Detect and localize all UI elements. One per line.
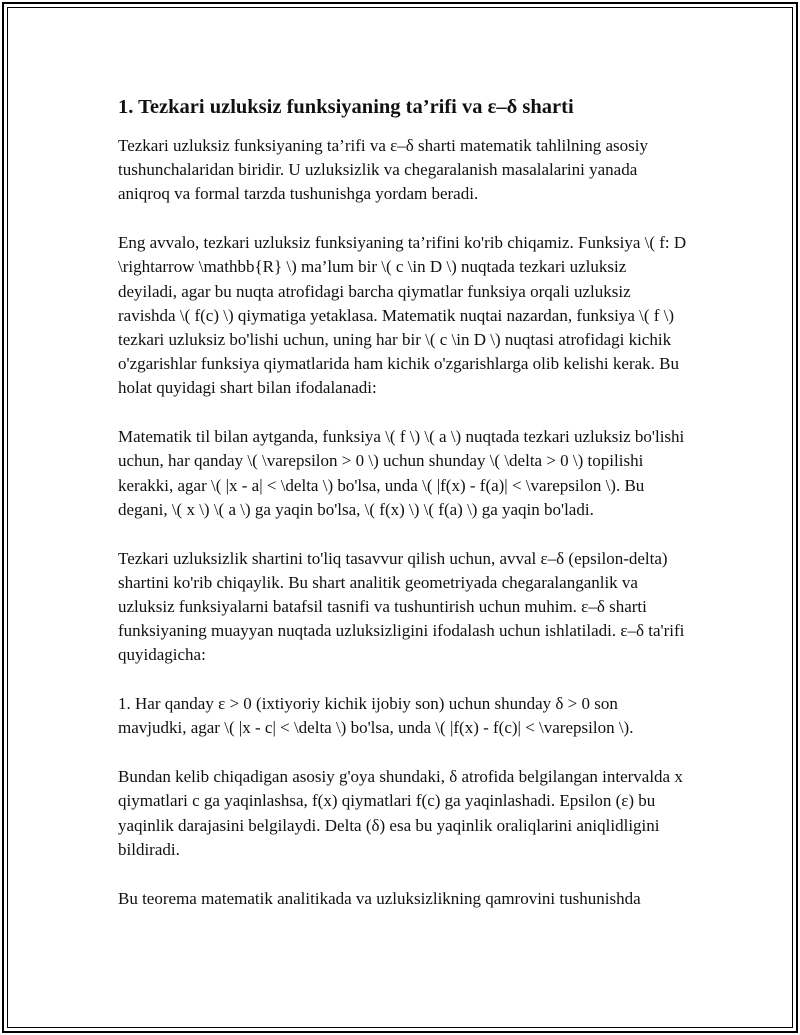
paragraph-epsilon-delta: Tezkari uzluksizlik shartini to'liq tasavvur qilish uchun, avval ε–δ (epsilon-delta) shartini ko'rib chiqaylik. Bu shart analitik geometriyada chegaralanganlik va uzluksiz funksiyalarni batafsil tasnifi va tushuntirish uchun muhim. ε–δ sharti funksiyaning muayyan nuqtada uzluksizligini ifodalash uchun ishlatiladi. ε–δ ta'rifi quyidagicha: [118,548,685,665]
paragraph-intro: Tezkari uzluksiz funksiyaning ta’rifi va ε–δ sharti matematik tahlilning asosiy tushunchalaridan biridir. U uzluksizlik va chegaralanish masalalarini yanada aniqroq va formal tarzda tushunishga yordam beradi. [118,136,648,204]
paragraph-theorem: Bu teorema matematik analitikada va uzluksizlikning qamrovini tushunishda [118,888,641,908]
section-heading: 1. Tezkari uzluksiz funksiyaning ta’rifi va ε–δ sharti [118,96,574,118]
paragraph-math-statement: Matematik til bilan aytganda, funksiya \( f \) \( a \) nuqtada tezkari uzluksiz bo'lishi uchun, har qanday \( \varepsilon > 0 \) uchun shunday \( \delta > 0 \) topilishi kerakki, agar \( |x - a| < \delta \) bo'lsa, unda \( |f(x) - f(a)| < \varepsilon \). Bu degani, \( x \) \( a \) ga yaqin bo'lsa, \( f(x) \) \( f(a) \) ga yaqin bo'ladi. [118,427,685,519]
paragraph-condition-1: 1. Har qanday ε > 0 (ixtiyoriy kichik ijobiy son) uchun shunday δ > 0 son mavjudki, agar \( |x - c| < \delta \) bo'lsa, unda \( |f(x) - f(c)| < \varepsilon \). [118,694,634,738]
paragraph-main-idea: Bundan kelib chiqadigan asosiy g'oya shundaki, δ atrofida belgilangan intervalda x qiymatlari c ga yaqinlashsa, f(x) qiymatlari f(c) ga yaqinlashadi. Epsilon (ε) bu yaqinlik darajasini belgilaydi. Delta (δ) esa bu yaqinlik oraliqlarini aniqlidligini bildiradi. [118,767,683,859]
document-body [118,94,688,935]
paragraph-definition: Eng avvalo, tezkari uzluksiz funksiyaning ta’rifini ko'rib chiqamiz. Funksiya \( f: D \rightarrow \mathbb{R} \) ma’lum bir \( c \in D \) nuqtada tezkari uzluksiz deyiladi, agar bu nuqta atrofidagi barcha qiymatlar funksiya orqali uzluksiz ravishda \( f(c) \) qiymatiga yetaklasa. Matematik nuqtai nazardan, funksiya \( f \) tezkari uzluksiz bo'lishi uchun, uning har bir \( c \in D \) nuqtasi atrofidagi kichik o'zgarishlar funksiya qiymatlarida ham kichik o'zgarishlarga olib kelishi kerak. Bu holat quyidagi shart bilan ifodalanadi: [118,233,687,398]
